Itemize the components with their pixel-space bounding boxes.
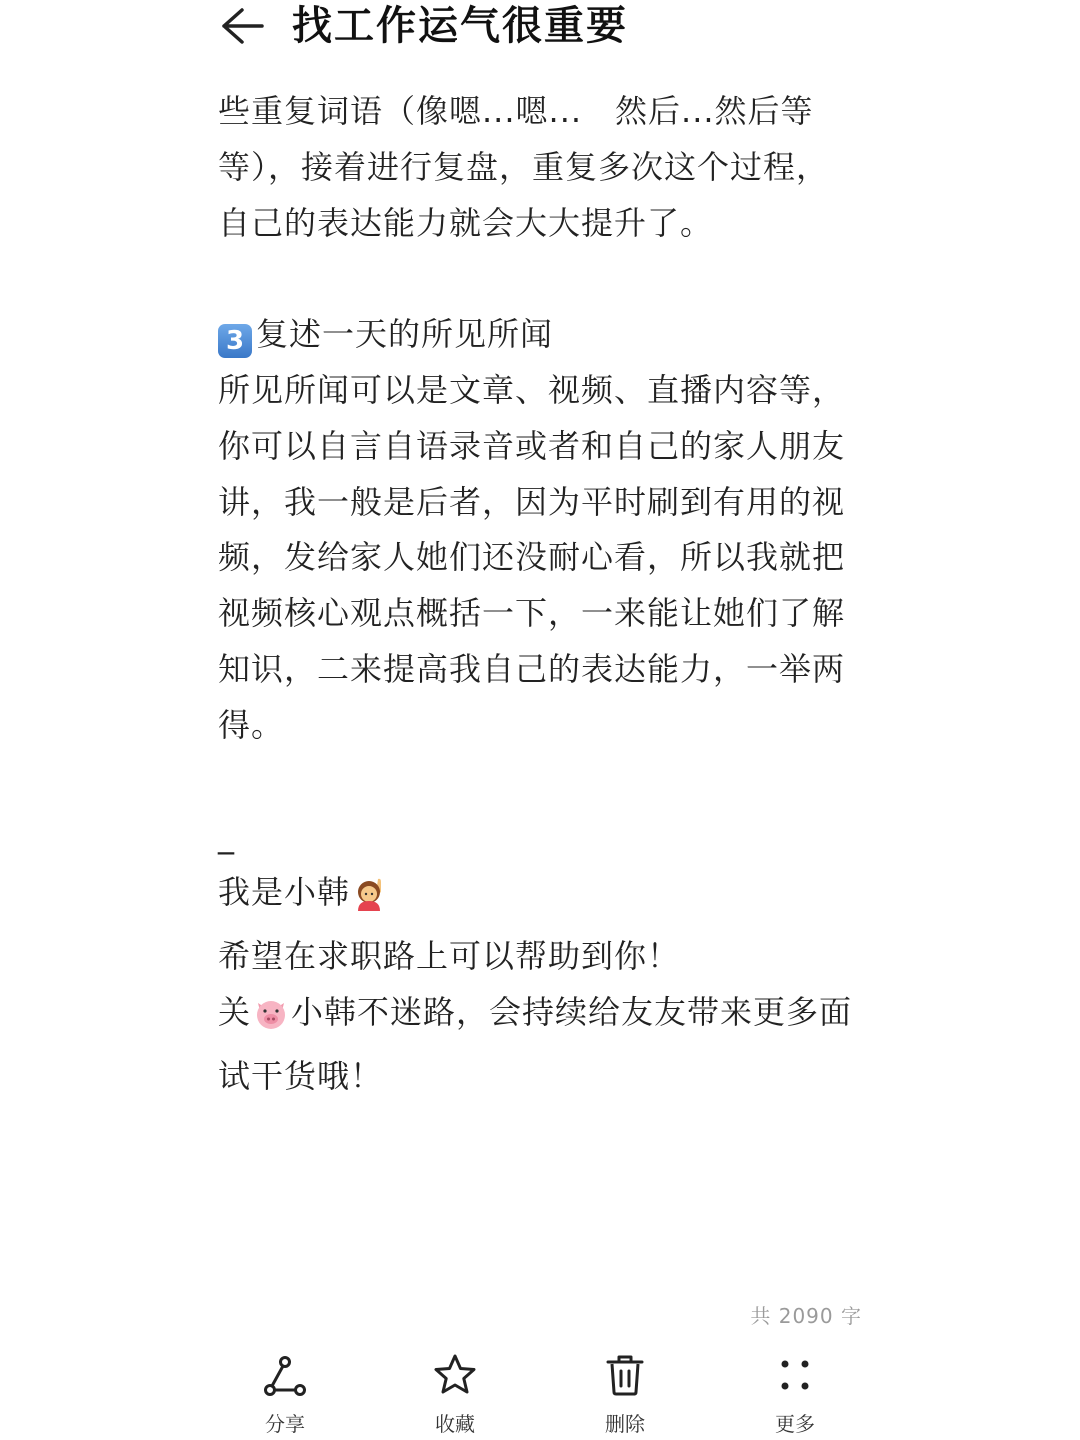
text-line: 些重复词语（像嗯...嗯... 然后...然后等 (218, 92, 814, 130)
trash-icon (600, 1350, 650, 1400)
pig-face-emoji (253, 993, 289, 1049)
note-content (218, 84, 868, 1104)
word-count: 共 2090 字 (750, 1304, 862, 1328)
page-title: 找工作运气很重要 (292, 3, 628, 49)
star-icon (430, 1350, 480, 1400)
favorite-button[interactable] (400, 1350, 510, 1437)
outro-line: 希望在求职路上可以帮助到你！ (218, 936, 681, 975)
more-button[interactable] (740, 1350, 850, 1437)
text-line: 频，发给家人她们还没耐心看，所以我就把 (218, 538, 846, 577)
text-line: 视频核心观点概括一下，一来能让她们了解 (218, 594, 846, 633)
person-raising-hand-emoji (352, 873, 388, 929)
text-line: 你可以自言自语录音或者和自己的家人朋友 (218, 426, 846, 465)
arrow-left-icon (218, 4, 266, 48)
header (0, 0, 1080, 56)
back-button[interactable] (218, 4, 266, 48)
separator: _ (218, 817, 235, 856)
outro-line: 我是小韩 (218, 865, 868, 929)
text-line: 讲，我一般是后者，因为平时刷到有用的视 (218, 482, 846, 521)
delete-button[interactable] (570, 1350, 680, 1437)
bottom-action-bar (0, 1350, 1080, 1440)
share-button[interactable] (230, 1350, 340, 1437)
more-dots-icon (770, 1350, 820, 1400)
text-line: 等），接着进行复盘，重复多次这个过程， (218, 147, 830, 186)
share-icon (260, 1350, 310, 1400)
section-heading (218, 307, 868, 363)
favorite-label: 收藏 (435, 1412, 475, 1436)
more-label: 更多 (775, 1412, 815, 1436)
outro-line: 关 小韩不迷路，会持续给友友带来更多面 (218, 985, 868, 1049)
outro-line: 试干货哦！ (218, 1056, 384, 1095)
text-line: 知识，二来提高我自己的表达能力，一举两 (218, 649, 846, 688)
delete-label: 删除 (605, 1412, 645, 1436)
text-line: 所见所闻可以是文章、视频、直播内容等， (218, 370, 846, 409)
section-title: 复述一天的所见所闻 (256, 315, 554, 354)
keycap-three-badge: 3 (218, 324, 252, 358)
share-label: 分享 (265, 1412, 305, 1436)
text-line: 得。 (218, 705, 285, 744)
text-line: 自己的表达能力就会大大提升了。 (218, 203, 714, 242)
